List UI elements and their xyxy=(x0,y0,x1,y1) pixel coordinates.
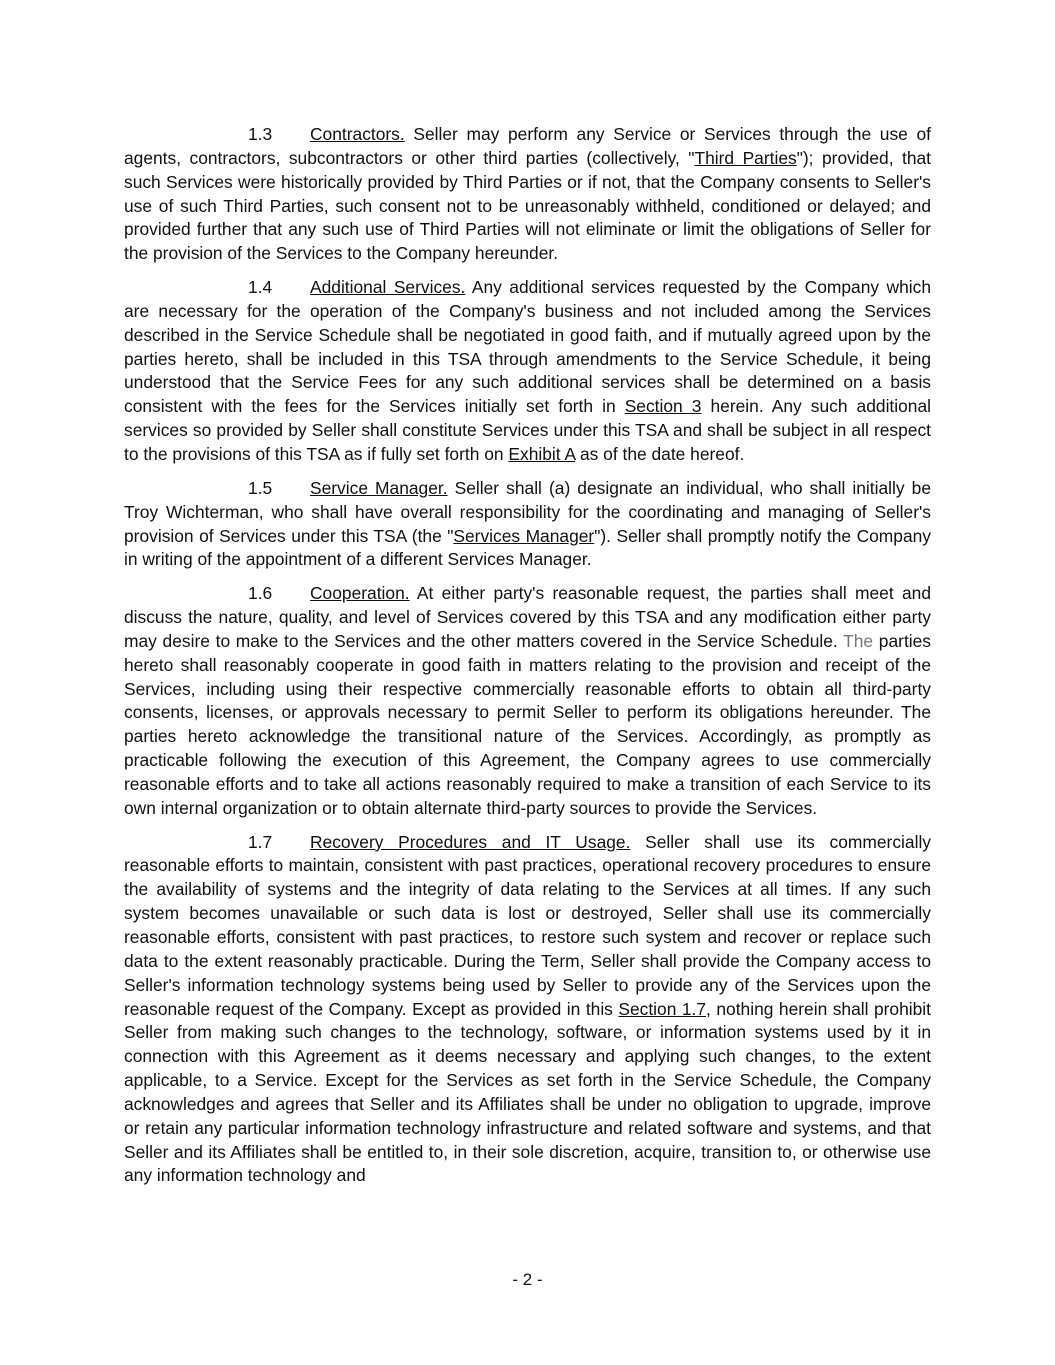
section-number: 1.3 xyxy=(248,124,273,144)
document-body xyxy=(124,123,931,1198)
section-1-6 xyxy=(124,582,931,820)
section-heading: Service Manager. xyxy=(310,477,448,498)
section-number: 1.7 xyxy=(248,831,273,852)
section-heading: Additional Services. xyxy=(310,277,466,298)
section-text: "). Seller shall promptly notify the Company in writing of the appointment of a different Services Manager. xyxy=(124,525,931,570)
section-text: as of the date hereof. xyxy=(575,443,745,464)
cross-reference: Exhibit A xyxy=(508,443,576,464)
section-1-4 xyxy=(124,276,931,467)
section-number: 1.6 xyxy=(248,583,273,604)
cross-reference: Section 3 xyxy=(624,396,702,417)
section-text: Seller shall (a) designate an individual, who shall initially be Troy Wichterman, who shall have overall responsibility for the coordinating and managing of Seller's provision of Services under this TSA (the " xyxy=(124,477,931,546)
section-1-7 xyxy=(124,831,931,1189)
cross-reference: Section 1.7 xyxy=(618,998,707,1019)
section-heading: Contractors. xyxy=(310,124,405,144)
section-text: herein. Any such additional services so provided by Seller shall constitute Services under this TSA and shall be subject in all respect to the provisions of this TSA as if fully set forth on xyxy=(124,396,932,464)
section-text: Any additional services requested by the Company which are necessary for the operation of the Company's business and not included among the Services described in the Service Schedule shall be negotiated in good faith, and if mutually agreed upon by the parties hereto, shall be included in this TSA through amendments to the Service Schedule, it being understood that the Service Fees for any such additional services shall be determined on a basis consistent with the fees for the Services initially set forth in xyxy=(124,277,931,417)
section-1-5 xyxy=(124,477,931,572)
section-text: Seller shall use its commercially reasonable efforts to maintain, consistent with past practices, operational recovery procedures to ensure the availability of systems and the integrity of data relating to the Services at all times. If any such system becomes unavailable or such data is lost or destroyed, Seller shall use its commercially reasonable efforts, consistent with past practices, to restore such system and recover or replace such data to the extent reasonably practicable. During the Term, Seller shall provide the Company access to Seller's information technology systems being used by Seller to provide any of the Services upon the reasonable request of the Company. Except as provided in this xyxy=(124,831,932,1019)
defined-term: Third Parties xyxy=(694,147,797,168)
section-text: Seller may perform any Service or Services through the use of agents, contractors, subcontractors or other third parties (collectively, " xyxy=(124,124,931,168)
section-text: "); provided, that such Services were historically provided by Third Parties or if not, that the Company consents to Seller's use of such Third Parties, such consent not to be unreasonably withheld, conditioned or delayed; and provided further that any such use of Third Parties will not eliminate or limit the obligations of Seller for the provision of the Services to the Company hereunder. xyxy=(124,147,932,264)
section-1-3 xyxy=(124,123,931,266)
section-text: , nothing herein shall prohibit Seller from making such changes to the technology, software, or information systems used by it in connection with this Agreement as it deems necessary and applying such changes, to the extent applicable, to a Service. Except for the Services as set forth in the Service Schedule, the Company acknowledges and agrees that Seller and its Affiliates shall be under no obligation to upgrade, improve or retain any particular information technology infrastructure and related software and systems, and that Seller and its Affiliates shall be entitled to, in their sole discretion, acquire, transition to, or otherwise use any information technology and xyxy=(124,998,932,1186)
section-text: parties hereto shall reasonably cooperate in good faith in matters relating to the provision and receipt of the Services, including using their respective commercially reasonable efforts to obtain all third-party consents, licenses, or approvals necessary to permit Seller to perform its obligations hereunder. The parties hereto acknowledge the transitional nature of the Services. Accordingly, as promptly as practicable following the execution of this Agreement, the Company agrees to use commercially reasonable efforts and to take all actions reasonably required to make a transition of each Service to its own internal organization or to obtain alternate third-party sources to provide the Services. xyxy=(124,630,932,818)
section-number: 1.5 xyxy=(248,477,273,498)
section-text-faded: The xyxy=(843,630,874,651)
defined-term: Services Manager xyxy=(453,525,595,546)
section-heading: Recovery Procedures and IT Usage. xyxy=(310,831,631,852)
page-number: - 2 - xyxy=(512,1270,543,1289)
section-text: At either party's reasonable request, the parties shall meet and discuss the nature, quality, and level of Services covered by this TSA and any modification either party may desire to make to the Services and the other matters covered in the Service Schedule. xyxy=(124,583,931,651)
section-heading: Cooperation. xyxy=(310,583,410,604)
section-number: 1.4 xyxy=(248,277,273,298)
